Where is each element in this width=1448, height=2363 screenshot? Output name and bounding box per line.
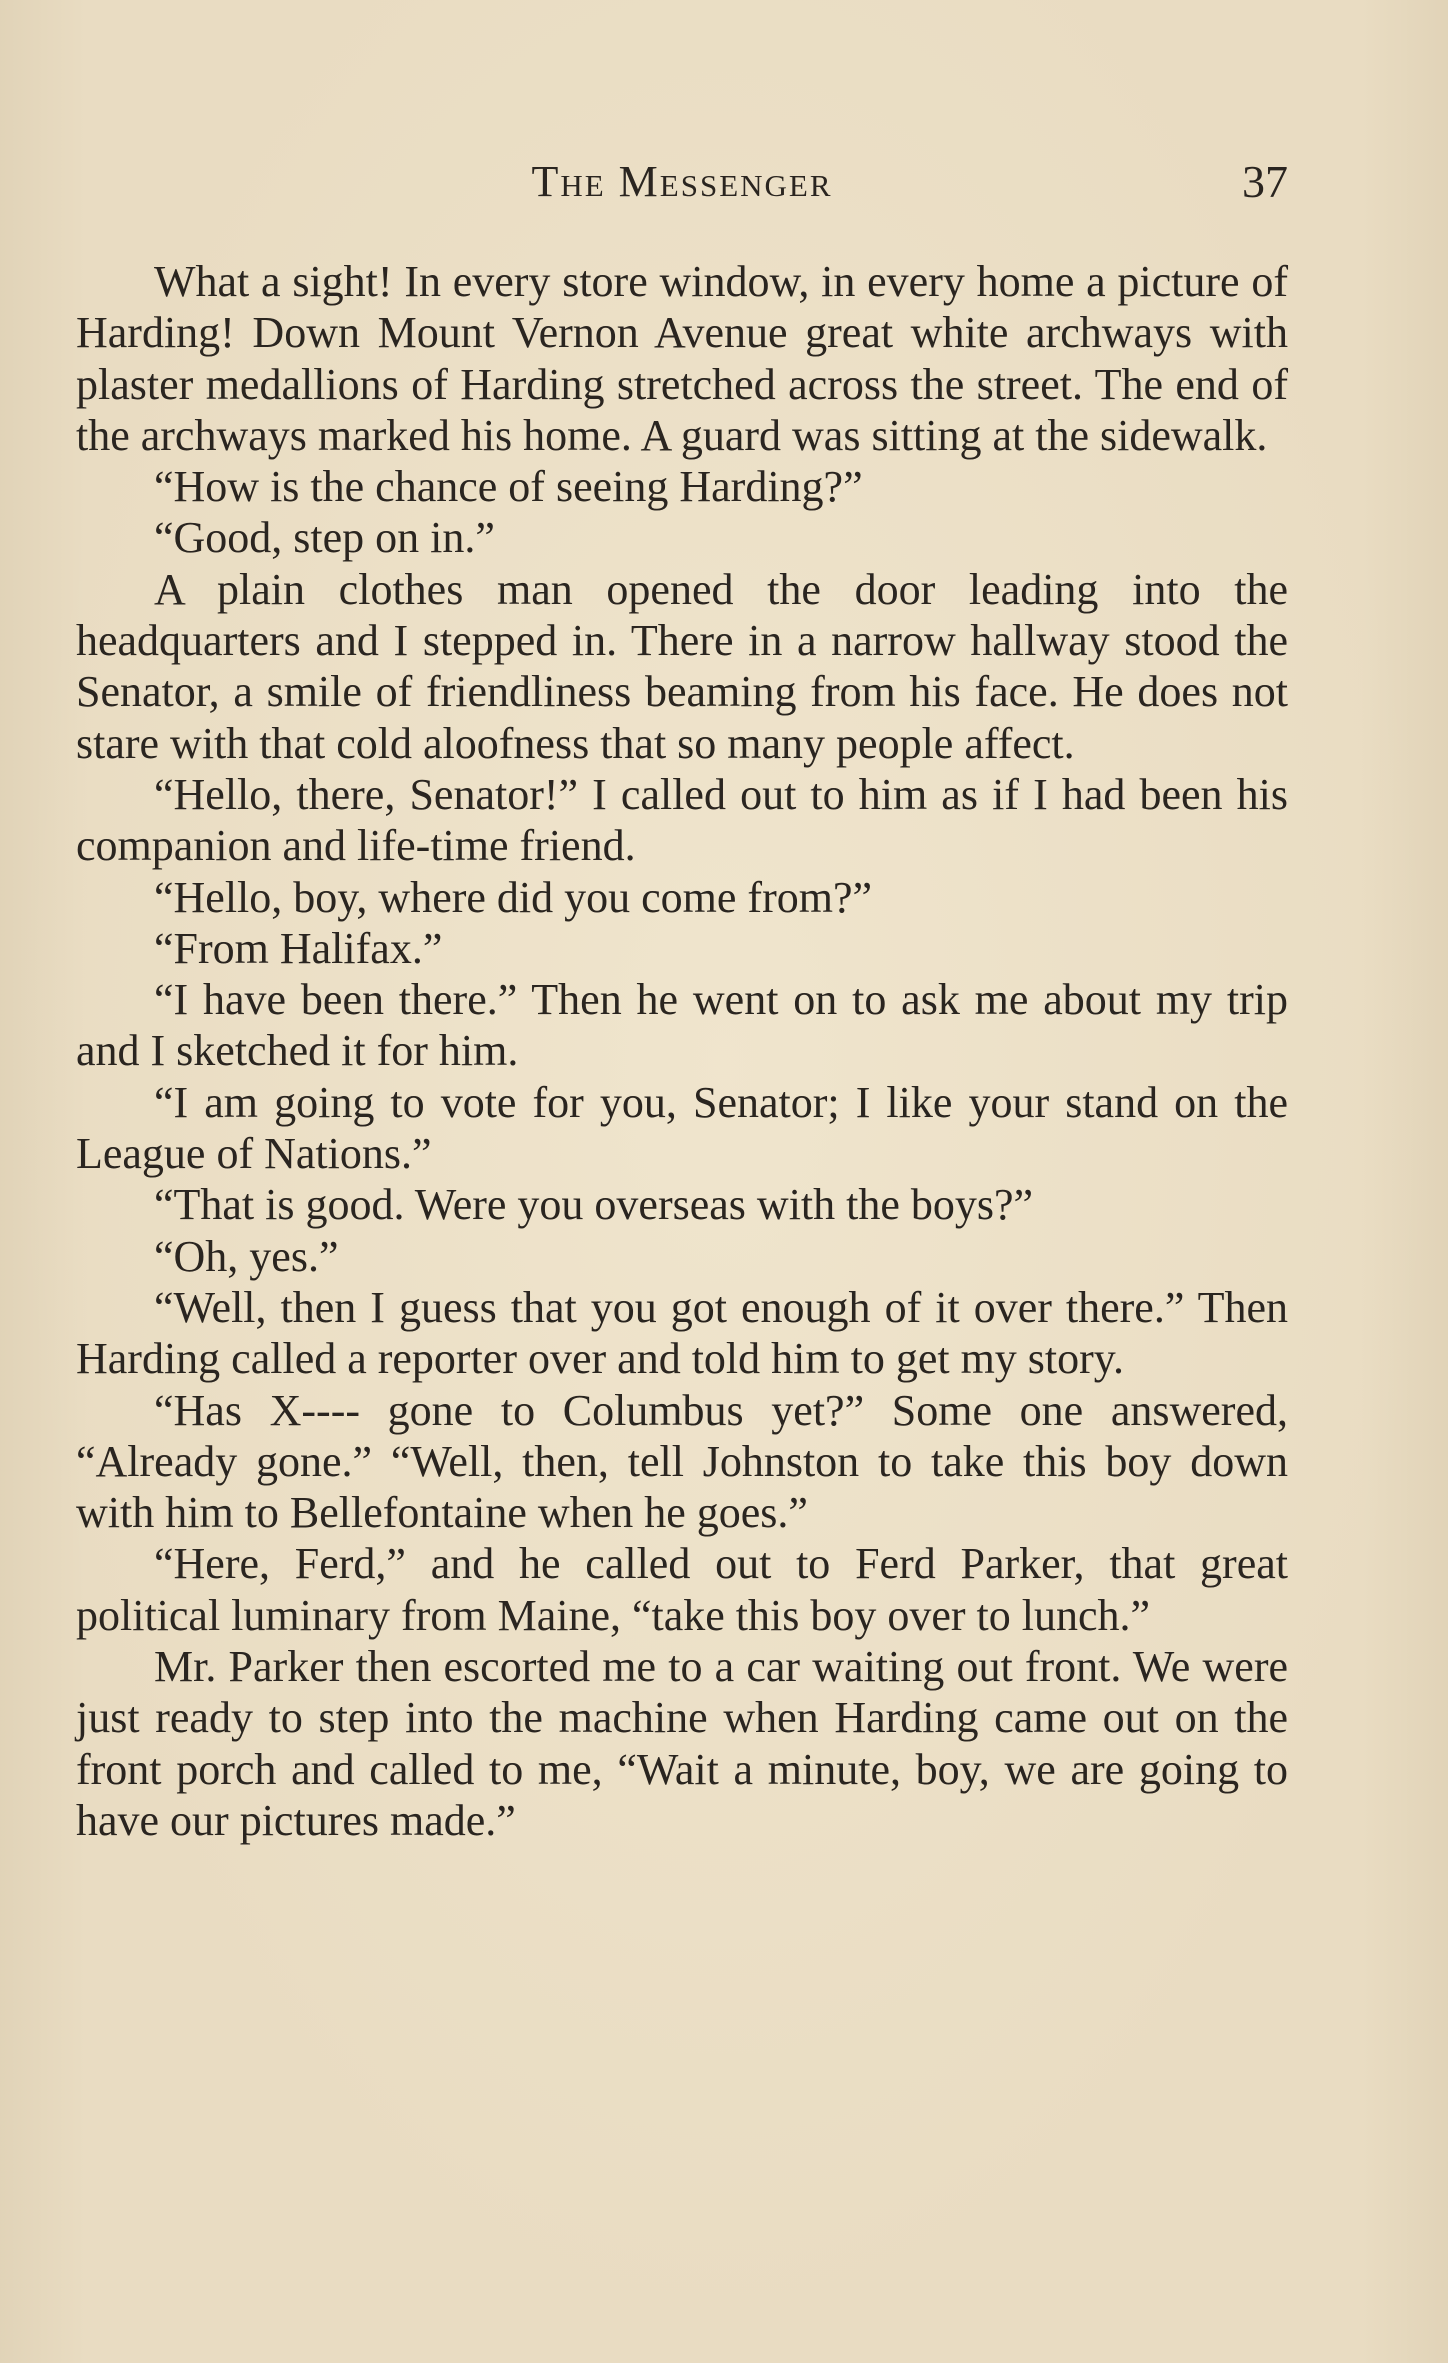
paragraph: “Here, Ferd,” and he called out to Ferd Parker, that great political luminary from Maine, “take this boy over to lunch.”	[76, 1539, 1288, 1640]
paragraph: “I am going to vote for you, Senator; I like your stand on the League of Nations.”	[76, 1077, 1288, 1179]
paragraph: “I have been there.” Then he went on to ask me about my trip and I sketched it for him.	[76, 975, 1288, 1076]
paragraph: “Has X---- gone to Columbus yet?” Some one answered, “Already gone.” “Well, then, tell Johnston to take this boy down with him to Bellefontaine when he goes.”	[76, 1385, 1288, 1538]
paragraph: “Hello, there, Senator!” I called out to him as if I had been his companion and life-time friend.	[76, 769, 1288, 871]
page-number: 37	[1242, 156, 1288, 207]
running-head	[76, 152, 1288, 212]
paragraph: “Hello, boy, where did you come from?”	[154, 872, 873, 922]
running-title: The Messenger	[531, 157, 833, 206]
body-text	[76, 256, 1288, 1846]
paragraph: What a sight! In every store window, in every home a picture of Harding! Down Mount Vernon Avenue great white archways with plaster medallions of Harding stretched across the street. The end of the archways marked his home. A guard was sitting at the sidewalk.	[76, 257, 1288, 460]
paragraph: “How is the chance of seeing Harding?”	[154, 462, 863, 512]
paragraph: Mr. Parker then escorted me to a car waiting out front. We were just ready to step into the machine when Harding came out on the front porch and called to me, “Wait a minute, boy, we are going to have our pictures made.”	[76, 1642, 1288, 1845]
paragraph: “That is good. Were you overseas with the boys?”	[154, 1180, 1034, 1230]
paragraph: “Good, step on in.”	[154, 513, 495, 563]
paragraph: “Oh, yes.”	[154, 1231, 339, 1281]
paragraph: “Well, then I guess that you got enough of it over there.” Then Harding called a reporter over and told him to get my story.	[76, 1282, 1288, 1384]
paragraph: “From Halifax.”	[154, 923, 443, 973]
paragraph: A plain clothes man opened the door leading into the headquarters and I stepped in. There in a narrow hallway stood the Senator, a smile of friendliness beaming from his face. He does not stare with that cold aloofness that so many people affect.	[76, 564, 1288, 768]
